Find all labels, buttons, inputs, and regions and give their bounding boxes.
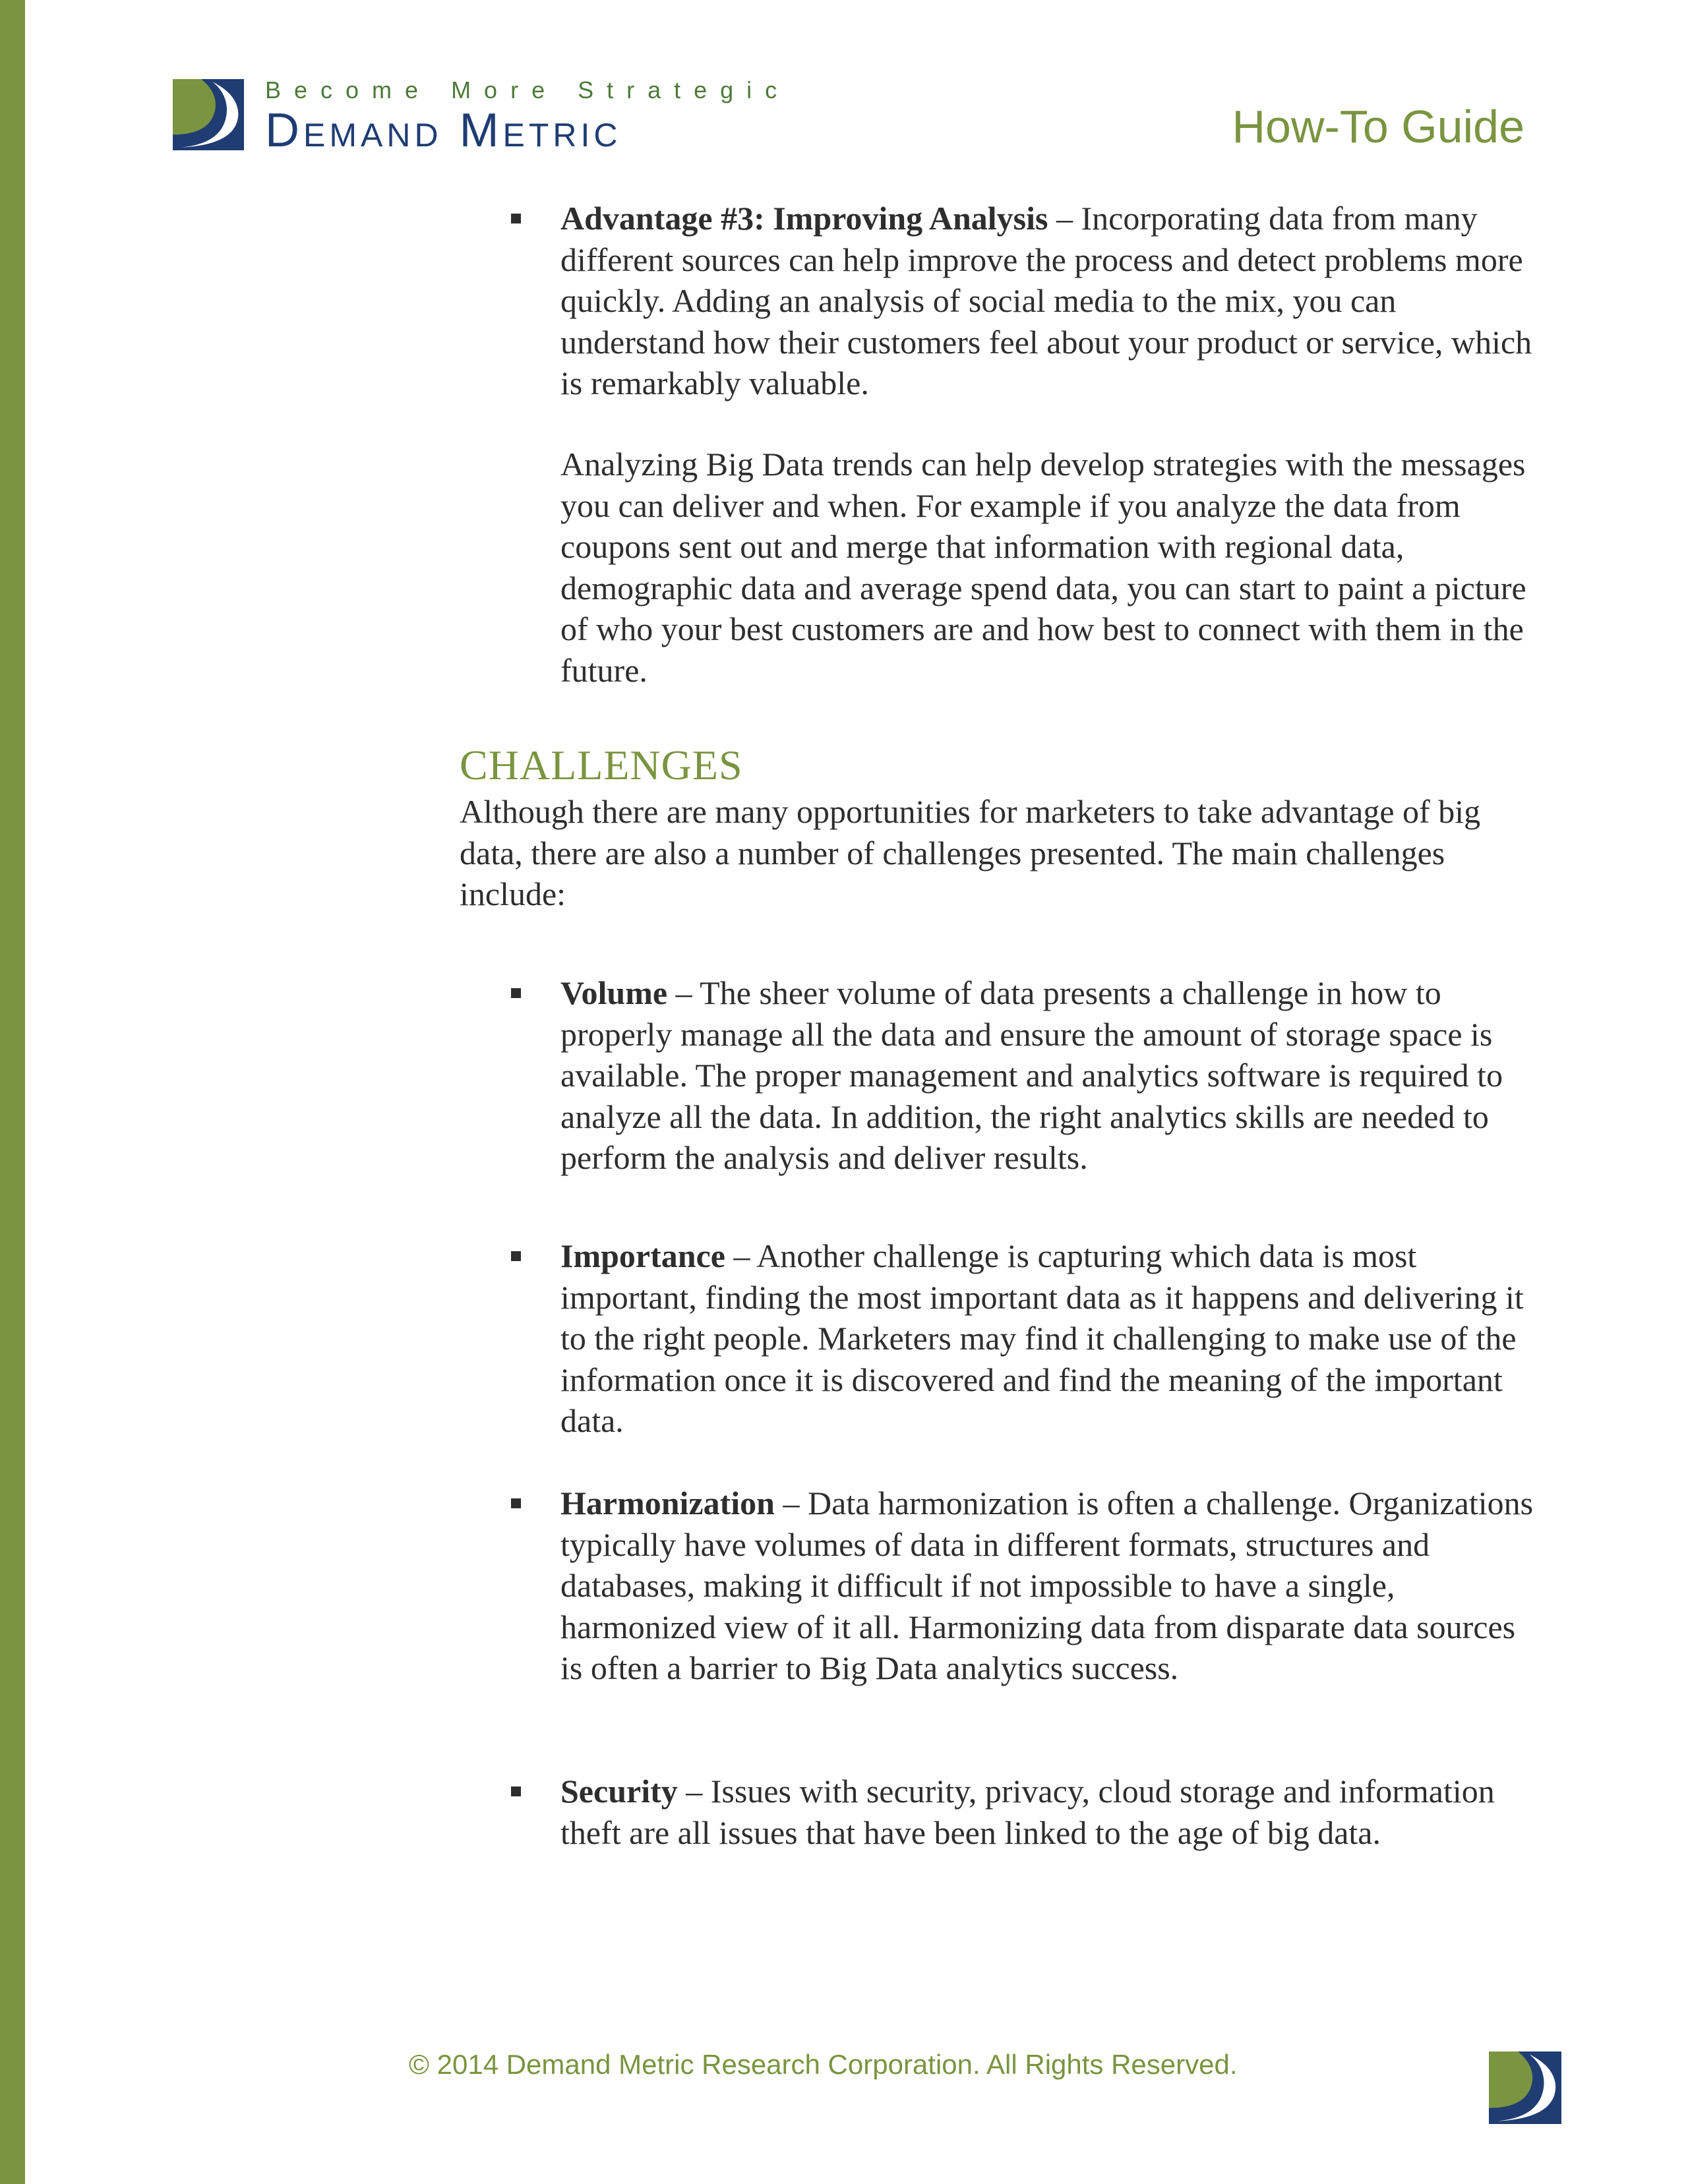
bullet-marker	[511, 214, 521, 223]
bullet-marker	[511, 1786, 521, 1796]
challenge-description: – The sheer volume of data presents a challenge in how to properly manage all the data and ensure the amount of storage space is available. The proper management and analytics software is required to analyze all the data. In addition, the right analytics skills are needed to perform the analysis and deliver results.	[560, 974, 1503, 1176]
company-logo	[173, 76, 832, 156]
advantage-paragraph: Analyzing Big Data trends can help develop strategies with the messages you can deliver and when. For example if you analyze the data from coupons sent out and merge that information with regional data, demographic data and average spend data, you can start to paint a picture of who your best customers are and how best to connect with them in the future.	[560, 446, 1526, 689]
guide-title: How-To Guide	[1232, 101, 1524, 152]
challenge-item-harmonization	[511, 1483, 1536, 1689]
advantage-description: – Incorporating data from many different sources can help improve the process and detect problems more quickly. Adding an analysis of social media to the mix, you can understand how their customers feel about your product or service, which is remarkably valuable.	[560, 200, 1532, 401]
left-accent-bar	[0, 0, 25, 2184]
challenge-description: – Another challenge is capturing which data is most important, finding the most important data as it happens and delivering it to the right people. Marketers may find it challenging to make use of the information once it is discovered and find the meaning of the important data.	[560, 1237, 1524, 1439]
bullet-marker	[511, 1251, 521, 1261]
advantage-title: Advantage #3: Improving Analysis	[560, 200, 1048, 237]
footer-copyright: © 2014 Demand Metric Research Corporation. All Rights Reserved.	[409, 2049, 1238, 2080]
challenge-item-importance	[511, 1235, 1536, 1442]
challenge-item-security	[511, 1771, 1536, 1853]
challenge-text	[560, 1483, 1536, 1689]
challenge-description: – Issues with security, privacy, cloud storage and information theft are all issues that have been linked to the age of big data.	[560, 1773, 1495, 1851]
challenge-text	[560, 1235, 1536, 1442]
challenge-item-volume	[511, 972, 1536, 1179]
footer-logo-icon	[1489, 2051, 1561, 2124]
section-heading: CHALLENGES	[460, 742, 743, 788]
challenges-intro: Although there are many opportunities for marketers to take advantage of big data, there are also a number of challenges presented. The main challenges include:	[460, 793, 1481, 912]
brand-tagline: Become More Strategic	[265, 76, 791, 103]
challenge-title: Security	[560, 1773, 678, 1810]
challenge-text	[560, 972, 1536, 1179]
logo-mark-icon	[173, 79, 244, 150]
challenge-text	[560, 1771, 1536, 1853]
brand-name: Demand Metric	[265, 104, 622, 157]
advantage-text	[560, 198, 1536, 404]
challenge-description: – Data harmonization is often a challenge. Organizations typically have volumes of data in different formats, structures and databases, making it difficult if not impossible to have a single, harmonized view of it all. Harmonizing data from disparate data sources is often a barrier to Big Data analytics success.	[560, 1485, 1534, 1686]
bullet-marker	[511, 988, 521, 998]
bullet-marker	[511, 1498, 521, 1508]
advantage-bullet	[511, 198, 1536, 404]
challenge-title: Volume	[560, 974, 668, 1011]
challenge-title: Importance	[560, 1237, 725, 1274]
challenge-title: Harmonization	[560, 1485, 775, 1521]
